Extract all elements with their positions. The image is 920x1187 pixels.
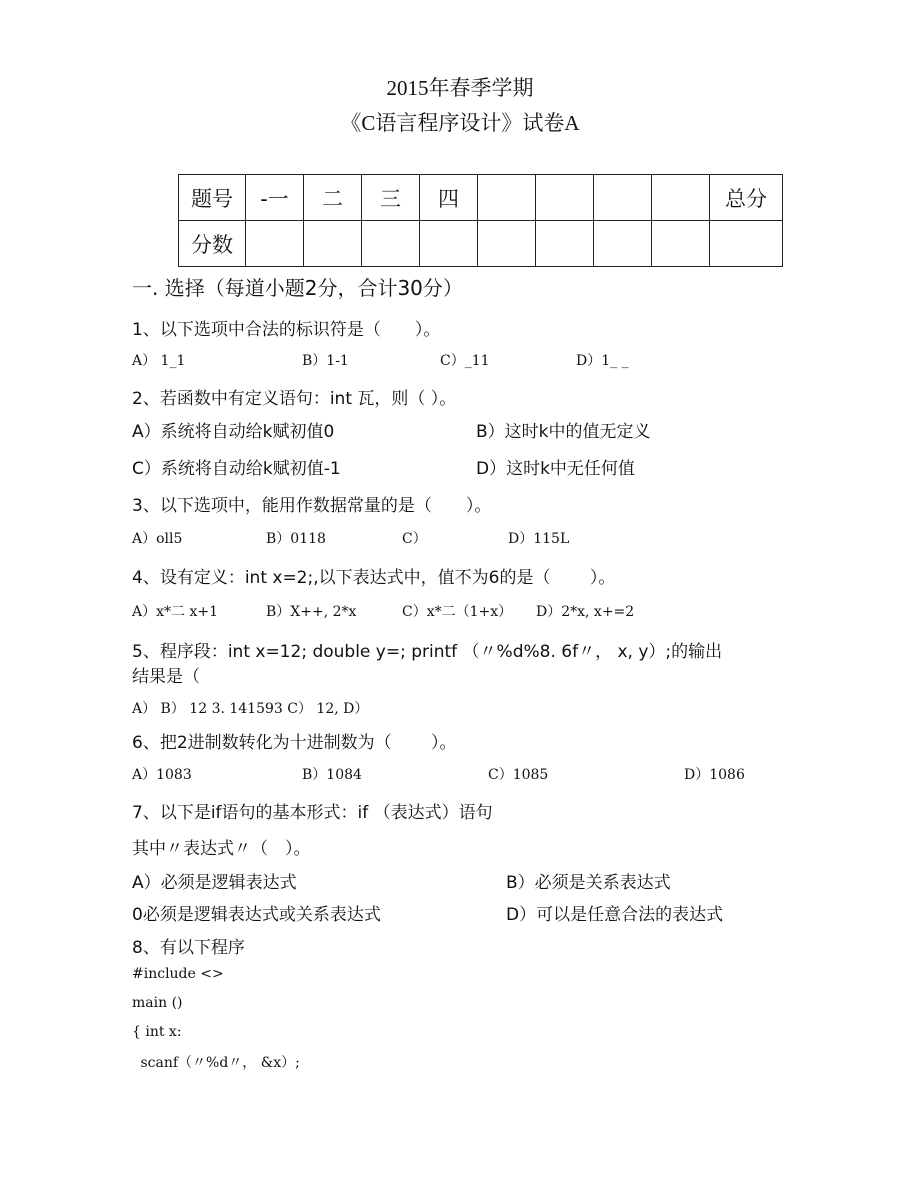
exam-title: 《C语言程序设计》试卷A (340, 111, 580, 135)
question-3: 3、以下选项中，能用作数据常量的是（ ）。 (132, 496, 492, 516)
col-3: 三 (362, 175, 420, 221)
q7-option-b: B）必须是关系表达式 (506, 873, 671, 893)
col-4: 四 (420, 175, 478, 221)
q4-option-a: A）x*二 x+1 (132, 604, 218, 620)
score-cell[interactable] (710, 221, 783, 267)
q7-option-c: 0必须是逻辑表达式或关系表达式 (132, 905, 381, 925)
q2-option-c: C）系统将自动给k赋初值-1 (132, 459, 341, 479)
q2-option-b: B）这时k中的值无定义 (476, 422, 651, 442)
code-line-3: { int x: (132, 1024, 182, 1040)
score-cell[interactable] (304, 221, 362, 267)
score-cell[interactable] (362, 221, 420, 267)
code-line-1: #include <> (132, 966, 224, 982)
q3-option-b: B）0118 (266, 531, 326, 547)
code-line-4: scanf（〃%d〃， &x）; (136, 1055, 300, 1071)
question-5-line-2: 结果是（ (132, 667, 200, 687)
q4-option-b: B）X++, 2*x (266, 604, 357, 620)
q1-option-b: B）1-1 (302, 353, 349, 369)
q6-option-c: C）1085 (488, 767, 549, 783)
q2-option-a: A）系统将自动给k赋初值0 (132, 422, 335, 442)
question-8: 8、有以下程序 (132, 938, 245, 958)
q7-option-d: D）可以是任意合法的表达式 (506, 905, 724, 925)
question-7-line-2: 其中〃表达式〃（ ）。 (132, 839, 311, 859)
score-table-header-row (179, 175, 783, 221)
question-6: 6、把2进制数转化为十进制数为（ ）。 (132, 733, 457, 753)
col-total: 总分 (710, 175, 783, 221)
score-cell[interactable] (536, 221, 594, 267)
col-1: -⼀ (246, 175, 304, 221)
q1-option-a: A） 1_1 (132, 353, 186, 369)
score-cell[interactable] (652, 221, 710, 267)
question-7-line-1: 7、以下是if语句的基本形式：if （表达式）语句 (132, 803, 493, 823)
q3-option-c: C） (402, 531, 427, 547)
question-2: 2、若函数中有定义语句：int 瓦，则（ ）。 (132, 389, 457, 409)
q1-option-c: C）_11 (440, 353, 490, 369)
col-8 (652, 175, 710, 221)
section-heading: 一. 选择（每道小题2分，合计30分） (132, 276, 463, 300)
q1-option-d: D）1_ _ (576, 353, 629, 369)
score-cell[interactable] (246, 221, 304, 267)
col-6 (536, 175, 594, 221)
q4-option-d: D）2*x, x+=2 (536, 604, 635, 620)
q6-option-b: B）1084 (302, 767, 362, 783)
q6-option-d: D）1086 (684, 767, 745, 783)
q3-option-d: D）115L (508, 531, 570, 547)
q4-option-c: C）x*二（1+x） (402, 604, 513, 620)
question-1: 1、以下选项中合法的标识符是（ ）。 (132, 320, 441, 340)
col-7 (594, 175, 652, 221)
q7-option-a: A）必须是逻辑表达式 (132, 873, 297, 893)
score-cell[interactable] (420, 221, 478, 267)
row-score-label: 分数 (179, 221, 246, 267)
row-header-label: 题号 (179, 175, 246, 221)
q3-option-a: A）oll5 (132, 531, 183, 547)
code-line-2: main () (132, 995, 183, 1011)
exam-term: 2015年春季学期 (386, 76, 534, 100)
score-cell[interactable] (594, 221, 652, 267)
score-cell[interactable] (478, 221, 536, 267)
q5-options: A） B） 12 3. 141593 C） 12, D） (132, 701, 369, 717)
col-5 (478, 175, 536, 221)
col-2: 二 (304, 175, 362, 221)
score-table (178, 174, 783, 267)
q2-option-d: D）这时k中无任何值 (476, 459, 635, 479)
question-5-line-1: 5、程序段：int x=12; double y=; printf （〃%d%8. 6f〃， x, y）;的输出 (132, 642, 723, 662)
question-4: 4、设有定义：int x=2;,以下表达式中，值不为6的是（ ）。 (132, 568, 616, 588)
score-table-score-row (179, 221, 783, 267)
q6-option-a: A）1083 (132, 767, 192, 783)
